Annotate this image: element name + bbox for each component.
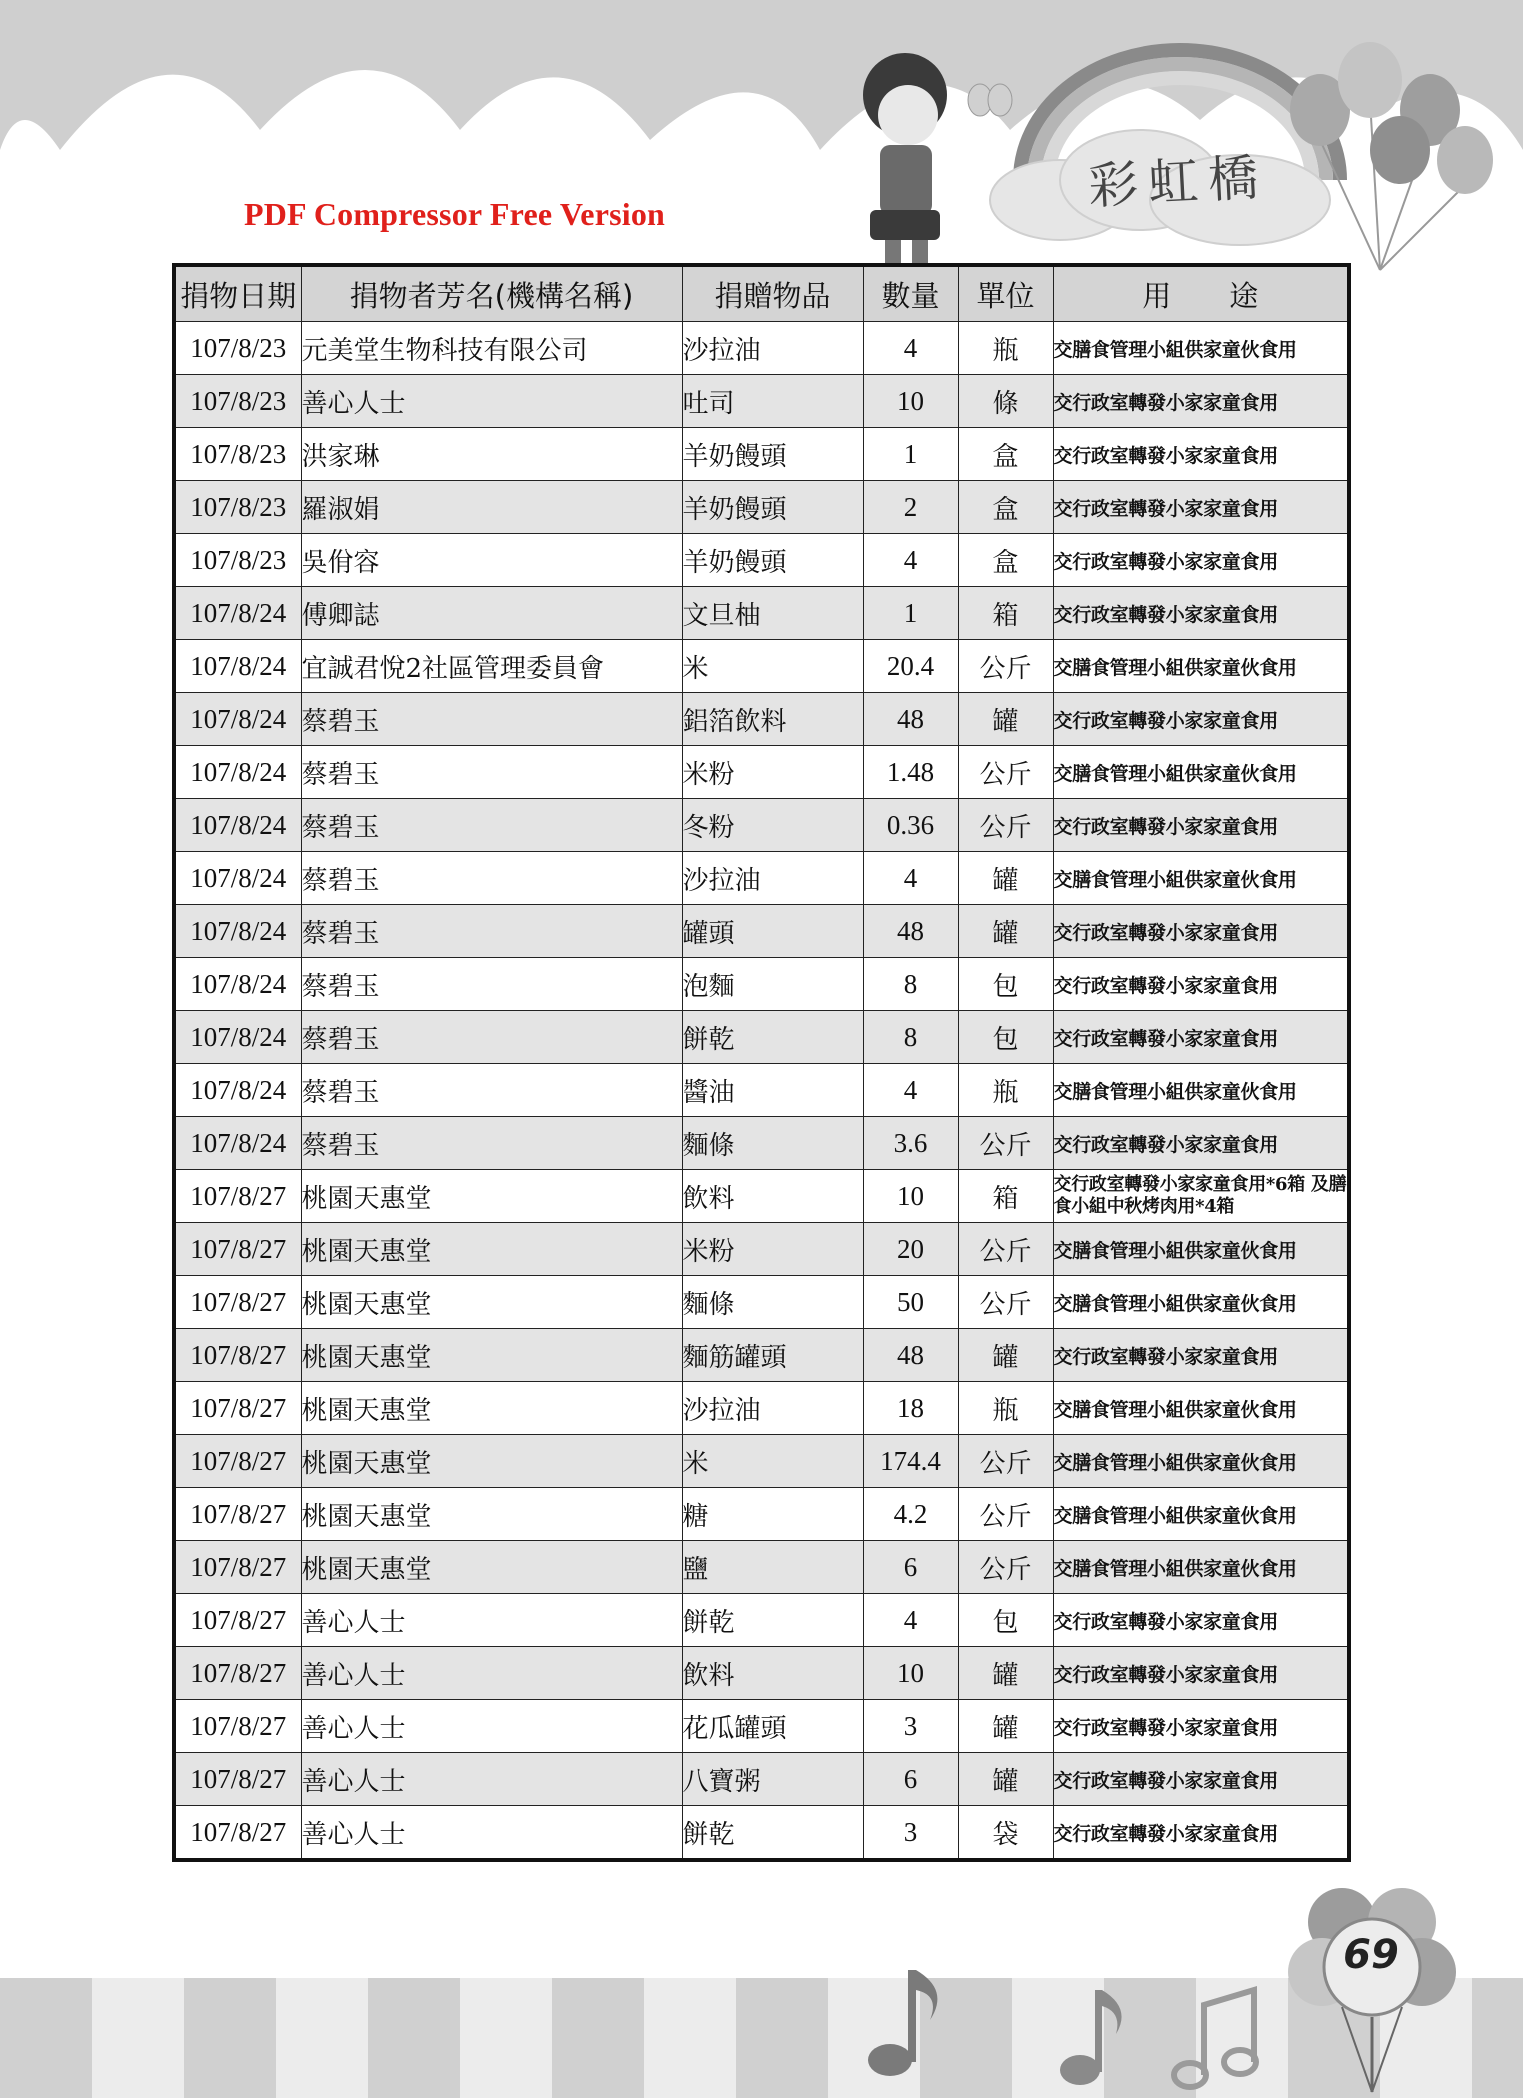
cell-unit: 罐: [958, 1647, 1053, 1700]
cell-unit: 公斤: [958, 1488, 1053, 1541]
cell-item: 餅乾: [682, 1806, 863, 1861]
cell-item: 米粉: [682, 1223, 863, 1276]
cell-date: 107/8/27: [174, 1223, 301, 1276]
butterfly-icon: [968, 84, 1012, 116]
cell-item: 麵筋罐頭: [682, 1329, 863, 1382]
table-row: [174, 322, 1349, 375]
cell-donor: 蔡碧玉: [301, 746, 682, 799]
table-row: [174, 1700, 1349, 1753]
footer-stripe: [184, 1978, 276, 2098]
table-row: [174, 693, 1349, 746]
cell-quantity: 10: [863, 1647, 958, 1700]
footer-stripe: [1472, 1978, 1523, 2098]
music-notes-decoration: [860, 1950, 1260, 2098]
cell-unit: 罐: [958, 1753, 1053, 1806]
cell-date: 107/8/27: [174, 1276, 301, 1329]
header-quantity: 數量: [863, 265, 958, 322]
cell-item: 羊奶饅頭: [682, 428, 863, 481]
cell-item: 吐司: [682, 375, 863, 428]
cell-usage: 交行政室轉發小家家童食用: [1053, 1117, 1349, 1170]
cell-usage: 交行政室轉發小家家童食用: [1053, 428, 1349, 481]
table-row: [174, 958, 1349, 1011]
table-row: [174, 1011, 1349, 1064]
cell-item: 餅乾: [682, 1011, 863, 1064]
cell-quantity: 18: [863, 1382, 958, 1435]
cell-unit: 罐: [958, 693, 1053, 746]
cell-donor: 桃園天惠堂: [301, 1382, 682, 1435]
brand-title: 彩虹橋: [1086, 148, 1270, 216]
table-header-row: [174, 265, 1349, 322]
cell-donor: 善心人士: [301, 1647, 682, 1700]
cell-item: 鋁箔飲料: [682, 693, 863, 746]
table-row: [174, 428, 1349, 481]
cell-usage: 交膳食管理小組供家童伙食用: [1053, 322, 1349, 375]
cell-quantity: 1: [863, 587, 958, 640]
watermark-text: PDF Compressor Free Version: [244, 196, 666, 232]
cell-date: 107/8/24: [174, 587, 301, 640]
cell-unit: 瓶: [958, 1064, 1053, 1117]
table-row: [174, 799, 1349, 852]
page-number-badge: [1282, 1882, 1462, 2098]
cell-usage: 交行政室轉發小家家童食用*6箱 及膳食小組中秋烤肉用*4箱: [1053, 1170, 1349, 1223]
cell-date: 107/8/24: [174, 693, 301, 746]
music-note-icon: [1060, 1990, 1122, 2085]
cell-item: 罐頭: [682, 905, 863, 958]
donations-table: [172, 263, 1351, 1862]
footer-stripe: [0, 1978, 92, 2098]
table-row: [174, 852, 1349, 905]
cell-quantity: 0.36: [863, 799, 958, 852]
cell-quantity: 48: [863, 1329, 958, 1382]
cell-quantity: 1: [863, 428, 958, 481]
cell-unit: 瓶: [958, 1382, 1053, 1435]
girl-character-icon: [863, 53, 947, 270]
cell-usage: 交膳食管理小組供家童伙食用: [1053, 1276, 1349, 1329]
cell-donor: 桃園天惠堂: [301, 1329, 682, 1382]
cell-unit: 包: [958, 1011, 1053, 1064]
cell-unit: 罐: [958, 1329, 1053, 1382]
cell-quantity: 4: [863, 322, 958, 375]
cell-quantity: 2: [863, 481, 958, 534]
double-music-note-icon: [1174, 1990, 1256, 2087]
cell-donor: 桃園天惠堂: [301, 1223, 682, 1276]
table-row: [174, 1488, 1349, 1541]
cell-unit: 箱: [958, 587, 1053, 640]
cell-usage: 交膳食管理小組供家童伙食用: [1053, 1382, 1349, 1435]
cell-donor: 蔡碧玉: [301, 1011, 682, 1064]
cell-item: 餅乾: [682, 1594, 863, 1647]
cell-usage: 交行政室轉發小家家童食用: [1053, 1806, 1349, 1861]
table-row: [174, 1170, 1349, 1223]
footer-stripe: [644, 1978, 736, 2098]
cell-donor: 桃園天惠堂: [301, 1276, 682, 1329]
cell-usage: 交行政室轉發小家家童食用: [1053, 905, 1349, 958]
cell-unit: 罐: [958, 1700, 1053, 1753]
cell-date: 107/8/24: [174, 746, 301, 799]
cell-quantity: 4: [863, 1064, 958, 1117]
cell-date: 107/8/27: [174, 1700, 301, 1753]
cell-item: 八寶粥: [682, 1753, 863, 1806]
cell-donor: 桃園天惠堂: [301, 1435, 682, 1488]
cell-item: 飲料: [682, 1170, 863, 1223]
cell-unit: 箱: [958, 1170, 1053, 1223]
cell-donor: 善心人士: [301, 1594, 682, 1647]
cell-date: 107/8/24: [174, 1117, 301, 1170]
cell-item: 文旦柚: [682, 587, 863, 640]
cell-unit: 盒: [958, 481, 1053, 534]
cell-date: 107/8/27: [174, 1329, 301, 1382]
cell-quantity: 48: [863, 905, 958, 958]
cell-quantity: 3: [863, 1806, 958, 1861]
cell-date: 107/8/24: [174, 640, 301, 693]
cell-donor: 桃園天惠堂: [301, 1541, 682, 1594]
cell-donor: 蔡碧玉: [301, 1117, 682, 1170]
cell-item: 花瓜罐頭: [682, 1700, 863, 1753]
cell-unit: 公斤: [958, 1435, 1053, 1488]
cell-unit: 公斤: [958, 1117, 1053, 1170]
cell-date: 107/8/24: [174, 1064, 301, 1117]
cell-date: 107/8/24: [174, 905, 301, 958]
cell-usage: 交行政室轉發小家家童食用: [1053, 1700, 1349, 1753]
table-row: [174, 1541, 1349, 1594]
cell-date: 107/8/27: [174, 1541, 301, 1594]
balloon-cluster-icon: [1288, 1888, 1456, 2092]
music-note-icon: [868, 1970, 937, 2076]
cell-usage: 交行政室轉發小家家童食用: [1053, 693, 1349, 746]
cell-unit: 公斤: [958, 799, 1053, 852]
cell-donor: 善心人士: [301, 375, 682, 428]
cell-usage: 交行政室轉發小家家童食用: [1053, 1647, 1349, 1700]
footer-stripe: [736, 1978, 828, 2098]
cell-donor: 桃園天惠堂: [301, 1170, 682, 1223]
cell-item: 米: [682, 1435, 863, 1488]
cell-date: 107/8/23: [174, 534, 301, 587]
cell-item: 羊奶饅頭: [682, 481, 863, 534]
cell-usage: 交行政室轉發小家家童食用: [1053, 481, 1349, 534]
cell-date: 107/8/24: [174, 852, 301, 905]
header-usage: 用 途: [1053, 265, 1349, 322]
cell-quantity: 3: [863, 1700, 958, 1753]
table-row: [174, 1117, 1349, 1170]
cell-date: 107/8/23: [174, 375, 301, 428]
cell-item: 冬粉: [682, 799, 863, 852]
cell-date: 107/8/27: [174, 1382, 301, 1435]
cell-unit: 公斤: [958, 1223, 1053, 1276]
cell-unit: 條: [958, 375, 1053, 428]
footer-stripe: [92, 1978, 184, 2098]
cell-unit: 公斤: [958, 746, 1053, 799]
table-row: [174, 1806, 1349, 1861]
cell-usage: 交膳食管理小組供家童伙食用: [1053, 1064, 1349, 1117]
table-row: [174, 1064, 1349, 1117]
page-number: 69: [1343, 1932, 1399, 1978]
table-row: [174, 587, 1349, 640]
cell-unit: 盒: [958, 534, 1053, 587]
table-row: [174, 375, 1349, 428]
cell-item: 糖: [682, 1488, 863, 1541]
cell-donor: 善心人士: [301, 1700, 682, 1753]
cell-unit: 包: [958, 958, 1053, 1011]
cell-item: 沙拉油: [682, 322, 863, 375]
cell-quantity: 48: [863, 693, 958, 746]
cell-quantity: 6: [863, 1753, 958, 1806]
cell-usage: 交行政室轉發小家家童食用: [1053, 1753, 1349, 1806]
cell-quantity: 4: [863, 852, 958, 905]
cell-date: 107/8/27: [174, 1753, 301, 1806]
cell-usage: 交膳食管理小組供家童伙食用: [1053, 852, 1349, 905]
table-row: [174, 1753, 1349, 1806]
cell-item: 鹽: [682, 1541, 863, 1594]
cell-donor: 桃園天惠堂: [301, 1488, 682, 1541]
cell-quantity: 10: [863, 1170, 958, 1223]
table-body: [174, 322, 1349, 1861]
cell-date: 107/8/24: [174, 958, 301, 1011]
header-donor: 捐物者芳名(機構名稱): [301, 265, 682, 322]
cell-date: 107/8/27: [174, 1435, 301, 1488]
cell-quantity: 20.4: [863, 640, 958, 693]
cell-quantity: 50: [863, 1276, 958, 1329]
cell-unit: 罐: [958, 905, 1053, 958]
table-row: [174, 1276, 1349, 1329]
cell-quantity: 4.2: [863, 1488, 958, 1541]
cell-unit: 公斤: [958, 640, 1053, 693]
cell-date: 107/8/27: [174, 1594, 301, 1647]
table-row: [174, 481, 1349, 534]
cell-usage: 交膳食管理小組供家童伙食用: [1053, 1488, 1349, 1541]
cell-usage: 交行政室轉發小家家童食用: [1053, 1329, 1349, 1382]
cell-item: 米: [682, 640, 863, 693]
cell-donor: 蔡碧玉: [301, 799, 682, 852]
cell-usage: 交行政室轉發小家家童食用: [1053, 587, 1349, 640]
table-row: [174, 1382, 1349, 1435]
cell-quantity: 8: [863, 958, 958, 1011]
cell-quantity: 4: [863, 534, 958, 587]
table-row: [174, 746, 1349, 799]
table-row: [174, 1647, 1349, 1700]
cell-item: 羊奶饅頭: [682, 534, 863, 587]
table-row: [174, 1435, 1349, 1488]
cell-quantity: 10: [863, 375, 958, 428]
cell-date: 107/8/23: [174, 481, 301, 534]
table-row: [174, 905, 1349, 958]
cell-quantity: 8: [863, 1011, 958, 1064]
cell-date: 107/8/24: [174, 1011, 301, 1064]
footer-stripe: [460, 1978, 552, 2098]
cell-unit: 罐: [958, 852, 1053, 905]
cell-item: 飲料: [682, 1647, 863, 1700]
header-item: 捐贈物品: [682, 265, 863, 322]
cell-date: 107/8/24: [174, 799, 301, 852]
table-row: [174, 640, 1349, 693]
footer-stripe: [552, 1978, 644, 2098]
cell-quantity: 4: [863, 1594, 958, 1647]
cell-item: 沙拉油: [682, 852, 863, 905]
cell-date: 107/8/27: [174, 1806, 301, 1861]
cell-usage: 交行政室轉發小家家童食用: [1053, 1594, 1349, 1647]
cell-donor: 蔡碧玉: [301, 905, 682, 958]
cell-item: 麵條: [682, 1117, 863, 1170]
table-row: [174, 1223, 1349, 1276]
cell-item: 米粉: [682, 746, 863, 799]
cell-unit: 瓶: [958, 322, 1053, 375]
cell-donor: 吳佾容: [301, 534, 682, 587]
table-row: [174, 1594, 1349, 1647]
cell-quantity: 3.6: [863, 1117, 958, 1170]
cell-usage: 交膳食管理小組供家童伙食用: [1053, 640, 1349, 693]
cell-donor: 元美堂生物科技有限公司: [301, 322, 682, 375]
footer-stripe: [368, 1978, 460, 2098]
cell-donor: 善心人士: [301, 1806, 682, 1861]
cell-quantity: 6: [863, 1541, 958, 1594]
cell-usage: 交行政室轉發小家家童食用: [1053, 799, 1349, 852]
cell-date: 107/8/27: [174, 1647, 301, 1700]
cell-donor: 傅卿誌: [301, 587, 682, 640]
cell-donor: 蔡碧玉: [301, 1064, 682, 1117]
cell-usage: 交膳食管理小組供家童伙食用: [1053, 1223, 1349, 1276]
cell-item: 泡麵: [682, 958, 863, 1011]
cell-usage: 交膳食管理小組供家童伙食用: [1053, 1435, 1349, 1488]
footer-stripe: [276, 1978, 368, 2098]
cell-usage: 交行政室轉發小家家童食用: [1053, 958, 1349, 1011]
header-unit: 單位: [958, 265, 1053, 322]
cell-unit: 包: [958, 1594, 1053, 1647]
cell-unit: 公斤: [958, 1276, 1053, 1329]
cell-item: 醬油: [682, 1064, 863, 1117]
cell-unit: 袋: [958, 1806, 1053, 1861]
cell-donor: 洪家琳: [301, 428, 682, 481]
cell-unit: 盒: [958, 428, 1053, 481]
cell-unit: 公斤: [958, 1541, 1053, 1594]
cell-donor: 善心人士: [301, 1753, 682, 1806]
cell-quantity: 20: [863, 1223, 958, 1276]
cell-donor: 蔡碧玉: [301, 693, 682, 746]
cell-donor: 蔡碧玉: [301, 852, 682, 905]
cell-donor: 宜誠君悅2社區管理委員會: [301, 640, 682, 693]
table-row: [174, 534, 1349, 587]
cell-usage: 交行政室轉發小家家童食用: [1053, 1011, 1349, 1064]
cell-item: 沙拉油: [682, 1382, 863, 1435]
cell-date: 107/8/27: [174, 1488, 301, 1541]
cell-usage: 交行政室轉發小家家童食用: [1053, 534, 1349, 587]
cell-donor: 蔡碧玉: [301, 958, 682, 1011]
cell-usage: 交行政室轉發小家家童食用: [1053, 375, 1349, 428]
cell-quantity: 1.48: [863, 746, 958, 799]
table-row: [174, 1329, 1349, 1382]
header-date: 捐物日期: [174, 265, 301, 322]
cell-usage: 交膳食管理小組供家童伙食用: [1053, 1541, 1349, 1594]
cell-date: 107/8/23: [174, 322, 301, 375]
cell-item: 麵條: [682, 1276, 863, 1329]
cell-quantity: 174.4: [863, 1435, 958, 1488]
cell-donor: 羅淑娟: [301, 481, 682, 534]
cell-usage: 交膳食管理小組供家童伙食用: [1053, 746, 1349, 799]
cell-date: 107/8/27: [174, 1170, 301, 1223]
cell-date: 107/8/23: [174, 428, 301, 481]
